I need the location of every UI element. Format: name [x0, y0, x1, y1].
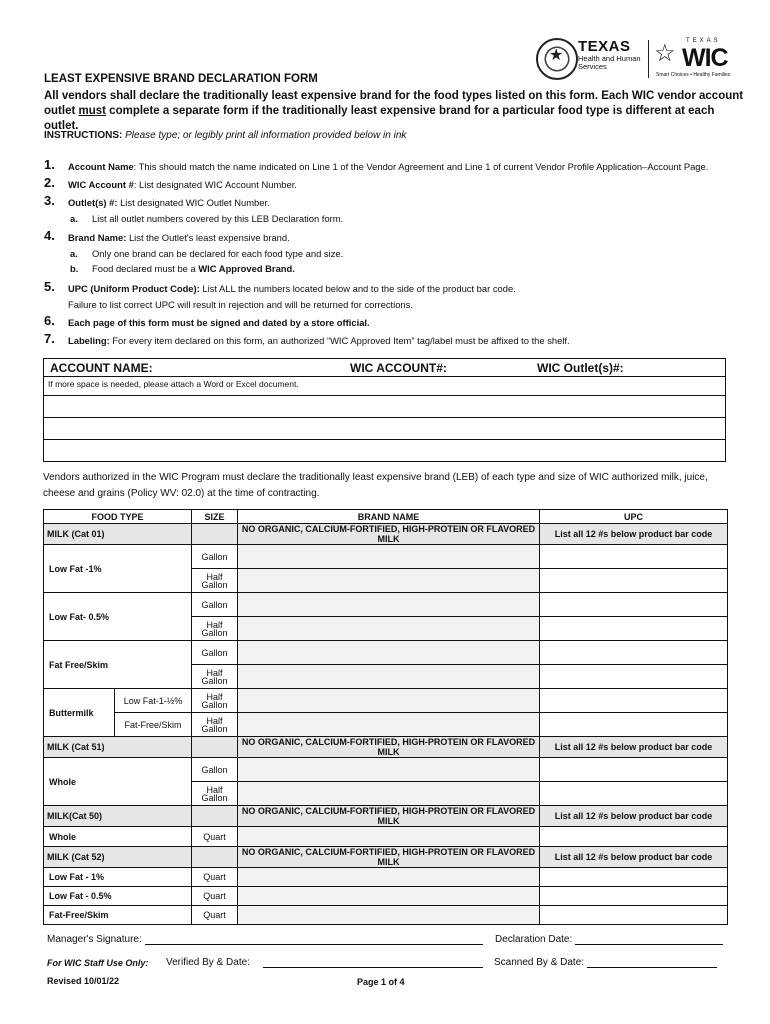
size-half-gallon: Half Gallon [192, 689, 238, 713]
size-half-gallon: Half Gallon [192, 665, 238, 689]
step-4b: b. Food declared must be a WIC Approved Brand. [70, 263, 295, 274]
size-gallon: Gallon [192, 545, 238, 569]
food-buttermilk: Buttermilk [44, 689, 115, 737]
size-half-gallon: Half Gallon [192, 617, 238, 641]
brand-note: NO ORGANIC, CALCIUM-FORTIFIED, HIGH-PROTEIN OR FLAVORED MILK [238, 737, 540, 758]
upc-input[interactable] [540, 868, 728, 887]
account-line-1[interactable] [44, 395, 725, 396]
step-5-note: Failure to list correct UPC will result in rejection and will be returned for corrections. [68, 299, 413, 310]
brand-input[interactable] [238, 906, 540, 925]
food-low-fat-0-5: Low Fat- 0.5% [44, 593, 192, 641]
upc-input[interactable] [540, 887, 728, 906]
texas-seal-icon: ★ [536, 38, 578, 80]
wic-logo-state: TEXAS [686, 38, 721, 44]
size-quart: Quart [192, 887, 238, 906]
brand-input[interactable] [238, 569, 540, 593]
logo-divider [648, 40, 649, 78]
intro-text: All vendors shall declare the traditionally least expensive brand for the food types listed on this form. Each WIC vendor account outlet must complete a separate form if the traditionally least expensive brand for a particular food type is different at each outlet. [44, 90, 744, 132]
revised-date: Revised 10/01/22 [47, 976, 120, 986]
upc-input[interactable] [540, 782, 728, 806]
size-gallon: Gallon [192, 641, 238, 665]
header-brand: BRAND NAME [238, 510, 540, 524]
food-c52-fat-free: Fat-Free/Skim [44, 906, 192, 925]
header-logos [536, 36, 736, 84]
account-info-box [43, 358, 726, 462]
wic-star-icon: ☆ [654, 40, 676, 67]
upc-note: List all 12 #s below product bar code [540, 847, 728, 868]
declaration-date: Declaration Date: [495, 934, 723, 945]
step-4a: a. Only one brand can be declared for each food type and size. [70, 248, 344, 259]
category-row: MILK(Cat 50) [44, 806, 192, 827]
size-quart: Quart [192, 827, 238, 847]
manager-signature-line[interactable] [145, 944, 483, 945]
food-fat-free: Fat Free/Skim [44, 641, 192, 689]
size-half-gallon: Half Gallon [192, 569, 238, 593]
staff-use-label: For WIC Staff Use Only: [47, 958, 149, 968]
brand-input[interactable] [238, 887, 540, 906]
size-quart: Quart [192, 906, 238, 925]
brand-input[interactable] [238, 545, 540, 569]
category-row: MILK (Cat 52) [44, 847, 192, 868]
upc-note: List all 12 #s below product bar code [540, 806, 728, 827]
upc-input[interactable] [540, 827, 728, 847]
header-food-type: FOOD TYPE [44, 510, 192, 524]
upc-input[interactable] [540, 713, 728, 737]
wic-logo-tagline: Smart Choices • Healthy Families [656, 72, 731, 78]
leb-table [43, 509, 728, 925]
food-whole-50: Whole [44, 827, 192, 847]
form-title: LEAST EXPENSIVE BRAND DECLARATION FORM [44, 73, 318, 85]
category-row: MILK (Cat 01) [44, 524, 192, 545]
brand-input[interactable] [238, 758, 540, 782]
size-gallon: Gallon [192, 593, 238, 617]
wic-outlet-label: WIC Outlet(s)#: [537, 361, 624, 375]
hhs-logo-agency: Health and Human Services [578, 54, 641, 71]
scanned-by-line[interactable] [587, 967, 717, 968]
upc-input[interactable] [540, 689, 728, 713]
brand-input[interactable] [238, 713, 540, 737]
step-3a: a. List all outlet numbers covered by this LEB Declaration form. [70, 213, 344, 224]
verified-by: Verified By & Date: [166, 957, 483, 968]
brand-input[interactable] [238, 689, 540, 713]
declaration-date-line[interactable] [575, 944, 723, 945]
upc-note: List all 12 #s below product bar code [540, 737, 728, 758]
upc-note: List all 12 #s below product bar code [540, 524, 728, 545]
hhs-logo-state: TEXAS [578, 38, 631, 55]
page-number: Page 1 of 4 [357, 977, 405, 987]
brand-input[interactable] [238, 593, 540, 617]
account-note: If more space is needed, please attach a Word or Excel document. [48, 379, 299, 389]
account-line-3[interactable] [44, 439, 725, 440]
upc-input[interactable] [540, 758, 728, 782]
header-upc: UPC [540, 510, 728, 524]
account-line-2[interactable] [44, 417, 725, 418]
food-whole: Whole [44, 758, 192, 806]
brand-input[interactable] [238, 827, 540, 847]
account-header-rule [44, 376, 725, 377]
verified-by-line[interactable] [263, 967, 483, 968]
size-half-gallon: Half Gallon [192, 713, 238, 737]
scanned-by: Scanned By & Date: [494, 957, 717, 968]
wic-logo: WIC [682, 44, 728, 72]
brand-note: NO ORGANIC, CALCIUM-FORTIFIED, HIGH-PROTEIN OR FLAVORED MILK [238, 524, 540, 545]
brand-input[interactable] [238, 617, 540, 641]
brand-input[interactable] [238, 665, 540, 689]
upc-input[interactable] [540, 641, 728, 665]
instructions: INSTRUCTIONS: Please type; or legibly print all information provided below in ink [44, 130, 407, 141]
upc-input[interactable] [540, 665, 728, 689]
brand-note: NO ORGANIC, CALCIUM-FORTIFIED, HIGH-PROTEIN OR FLAVORED MILK [238, 847, 540, 868]
food-c52-low-fat-1: Low Fat - 1% [44, 868, 192, 887]
upc-input[interactable] [540, 593, 728, 617]
buttermilk-low-fat: Low Fat-1-½% [115, 689, 192, 713]
size-gallon: Gallon [192, 758, 238, 782]
brand-input[interactable] [238, 782, 540, 806]
upc-input[interactable] [540, 906, 728, 925]
upc-input[interactable] [540, 569, 728, 593]
size-half-gallon: Half Gallon [192, 782, 238, 806]
account-name-label: ACCOUNT NAME: [50, 361, 153, 375]
upc-input[interactable] [540, 545, 728, 569]
upc-input[interactable] [540, 617, 728, 641]
brand-note: NO ORGANIC, CALCIUM-FORTIFIED, HIGH-PROTEIN OR FLAVORED MILK [238, 806, 540, 827]
header-size: SIZE [192, 510, 238, 524]
size-quart: Quart [192, 868, 238, 887]
food-c52-low-fat-0-5: Low Fat - 0.5% [44, 887, 192, 906]
brand-input[interactable] [238, 641, 540, 665]
vendors-paragraph: Vendors authorized in the WIC Program must declare the traditionally least expensive brand (LEB) of each type and size of WIC authorized milk, juice, cheese and grains (Policy WV: 02.0) at the time of contracting. [43, 472, 708, 499]
category-row: MILK (Cat 51) [44, 737, 192, 758]
wic-account-label: WIC ACCOUNT#: [350, 361, 447, 375]
brand-input[interactable] [238, 868, 540, 887]
food-low-fat-1: Low Fat -1% [44, 545, 192, 593]
manager-signature: Manager's Signature: [47, 934, 483, 945]
buttermilk-fat-free: Fat-Free/Skim [115, 713, 192, 737]
